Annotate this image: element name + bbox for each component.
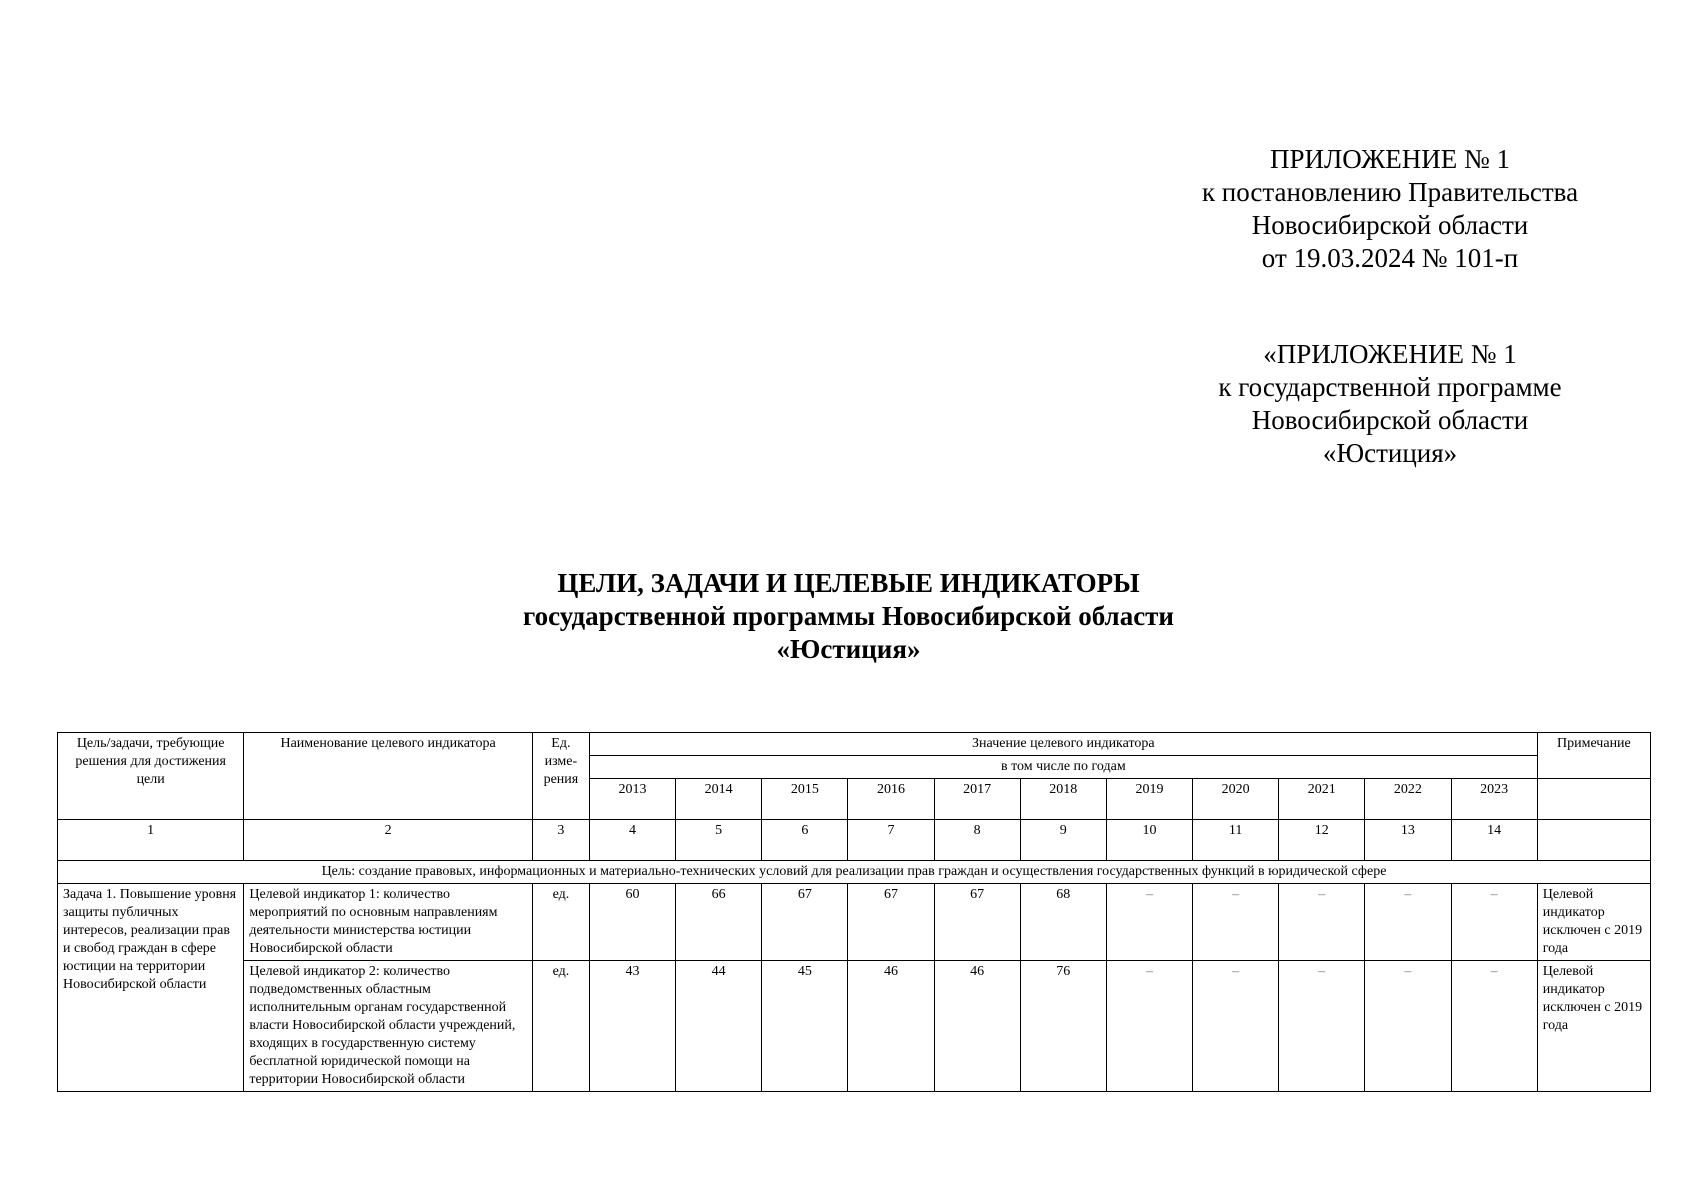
- column-number-row: [58, 820, 1651, 861]
- value-cell: 67: [848, 884, 934, 961]
- value-cell: 43: [589, 961, 675, 1092]
- value-cell: –: [1279, 884, 1365, 961]
- title-line: государственной программы Новосибирской области: [523, 601, 1174, 631]
- decree-appendix-line: ПРИЛОЖЕНИЕ № 1: [1269, 144, 1511, 174]
- header-note: Примечание: [1537, 733, 1650, 779]
- title-line: ЦЕЛИ, ЗАДАЧИ И ЦЕЛЕВЫЕ ИНДИКАТОРЫ: [557, 568, 1140, 598]
- value-cell: 67: [762, 884, 848, 961]
- year-cell: 2023: [1451, 779, 1537, 820]
- year-cell: 2016: [848, 779, 934, 820]
- value-cell: 66: [676, 884, 762, 961]
- goal-row: [58, 861, 1651, 884]
- goal-text: Цель: создание правовых, информационных и материально-технических условий для реализации прав граждан и осуществления государственных функций в юридической сфере: [58, 861, 1651, 884]
- year-cell: 2014: [676, 779, 762, 820]
- year-cell: 2020: [1193, 779, 1279, 820]
- header-by-years: в том числе по годам: [589, 756, 1537, 779]
- value-cell: –: [1193, 884, 1279, 961]
- year-cell: 2019: [1106, 779, 1192, 820]
- year-note-empty: [1537, 779, 1650, 820]
- decree-appendix-header: [1180, 143, 1600, 275]
- year-cell: 2022: [1365, 779, 1451, 820]
- document-title: [0, 567, 1697, 666]
- column-number-empty: [1537, 820, 1650, 861]
- decree-appendix-line: от 19.03.2024 № 101-п: [1261, 243, 1519, 273]
- value-cell: 44: [676, 961, 762, 1092]
- table-row: [58, 884, 1651, 961]
- indicator-name: Целевой индикатор 2: количество подведомственных областным исполнительным органам государственной власти Новосибирской области учреждений, входящих в государственную систему бесплатной юридической помощи на территории Новосибирской области: [244, 961, 533, 1092]
- column-number: 3: [532, 820, 589, 861]
- column-number: 1: [58, 820, 244, 861]
- header-indicator-value: Значение целевого индикатора: [589, 733, 1537, 756]
- column-number: 13: [1365, 820, 1451, 861]
- program-appendix-line: «ПРИЛОЖЕНИЕ № 1: [1263, 339, 1517, 369]
- column-number: 12: [1279, 820, 1365, 861]
- unit-cell: ед.: [532, 961, 589, 1092]
- value-cell: –: [1106, 961, 1192, 1092]
- value-cell: –: [1106, 884, 1192, 961]
- year-cell: 2013: [589, 779, 675, 820]
- value-cell: 76: [1020, 961, 1106, 1092]
- task-cell: Задача 1. Повышение уровня защиты публичных интересов, реализации прав и свобод граждан в сфере юстиции на территории Новосибирской области: [58, 884, 244, 1092]
- header-row: [58, 733, 1651, 756]
- year-cell: 2018: [1020, 779, 1106, 820]
- column-number: 10: [1106, 820, 1192, 861]
- year-cell: 2021: [1279, 779, 1365, 820]
- year-cell: 2015: [762, 779, 848, 820]
- unit-cell: ед.: [532, 884, 589, 961]
- value-cell: 67: [934, 884, 1020, 961]
- value-cell: 46: [848, 961, 934, 1092]
- column-number: 14: [1451, 820, 1537, 861]
- column-number: 7: [848, 820, 934, 861]
- value-cell: 46: [934, 961, 1020, 1092]
- table-row: [58, 961, 1651, 1092]
- decree-appendix-line: Новосибирской области: [1251, 210, 1529, 240]
- program-appendix-line: к государственной программе: [1218, 372, 1562, 402]
- program-appendix-line: Новосибирской области: [1251, 405, 1529, 435]
- header-goal-tasks: Цель/задачи, требующие решения для достижения цели: [58, 733, 244, 820]
- year-cell: 2017: [934, 779, 1020, 820]
- value-cell: 45: [762, 961, 848, 1092]
- column-number: 6: [762, 820, 848, 861]
- program-appendix-header: [1180, 338, 1600, 470]
- value-cell: –: [1451, 961, 1537, 1092]
- column-number: 4: [589, 820, 675, 861]
- indicator-name: Целевой индикатор 1: количество мероприятий по основным направлениям деятельности министерства юстиции Новосибирской области: [244, 884, 533, 961]
- note-cell: Целевой индикатор исключен с 2019 года: [1537, 884, 1650, 961]
- indicators-table: [57, 732, 1651, 1092]
- column-number: 5: [676, 820, 762, 861]
- column-number: 9: [1020, 820, 1106, 861]
- column-number: 11: [1193, 820, 1279, 861]
- decree-appendix-line: к постановлению Правительства: [1201, 177, 1579, 207]
- value-cell: –: [1365, 961, 1451, 1092]
- program-appendix-line: «Юстиция»: [1322, 438, 1458, 468]
- header-unit: Ед. изме-рения: [532, 733, 589, 820]
- title-line: «Юстиция»: [776, 634, 921, 664]
- header-indicator-name: Наименование целевого индикатора: [244, 733, 533, 820]
- value-cell: –: [1451, 884, 1537, 961]
- note-cell: Целевой индикатор исключен с 2019 года: [1537, 961, 1650, 1092]
- value-cell: 60: [589, 884, 675, 961]
- value-cell: 68: [1020, 884, 1106, 961]
- value-cell: –: [1365, 884, 1451, 961]
- value-cell: –: [1193, 961, 1279, 1092]
- value-cell: –: [1279, 961, 1365, 1092]
- column-number: 2: [244, 820, 533, 861]
- column-number: 8: [934, 820, 1020, 861]
